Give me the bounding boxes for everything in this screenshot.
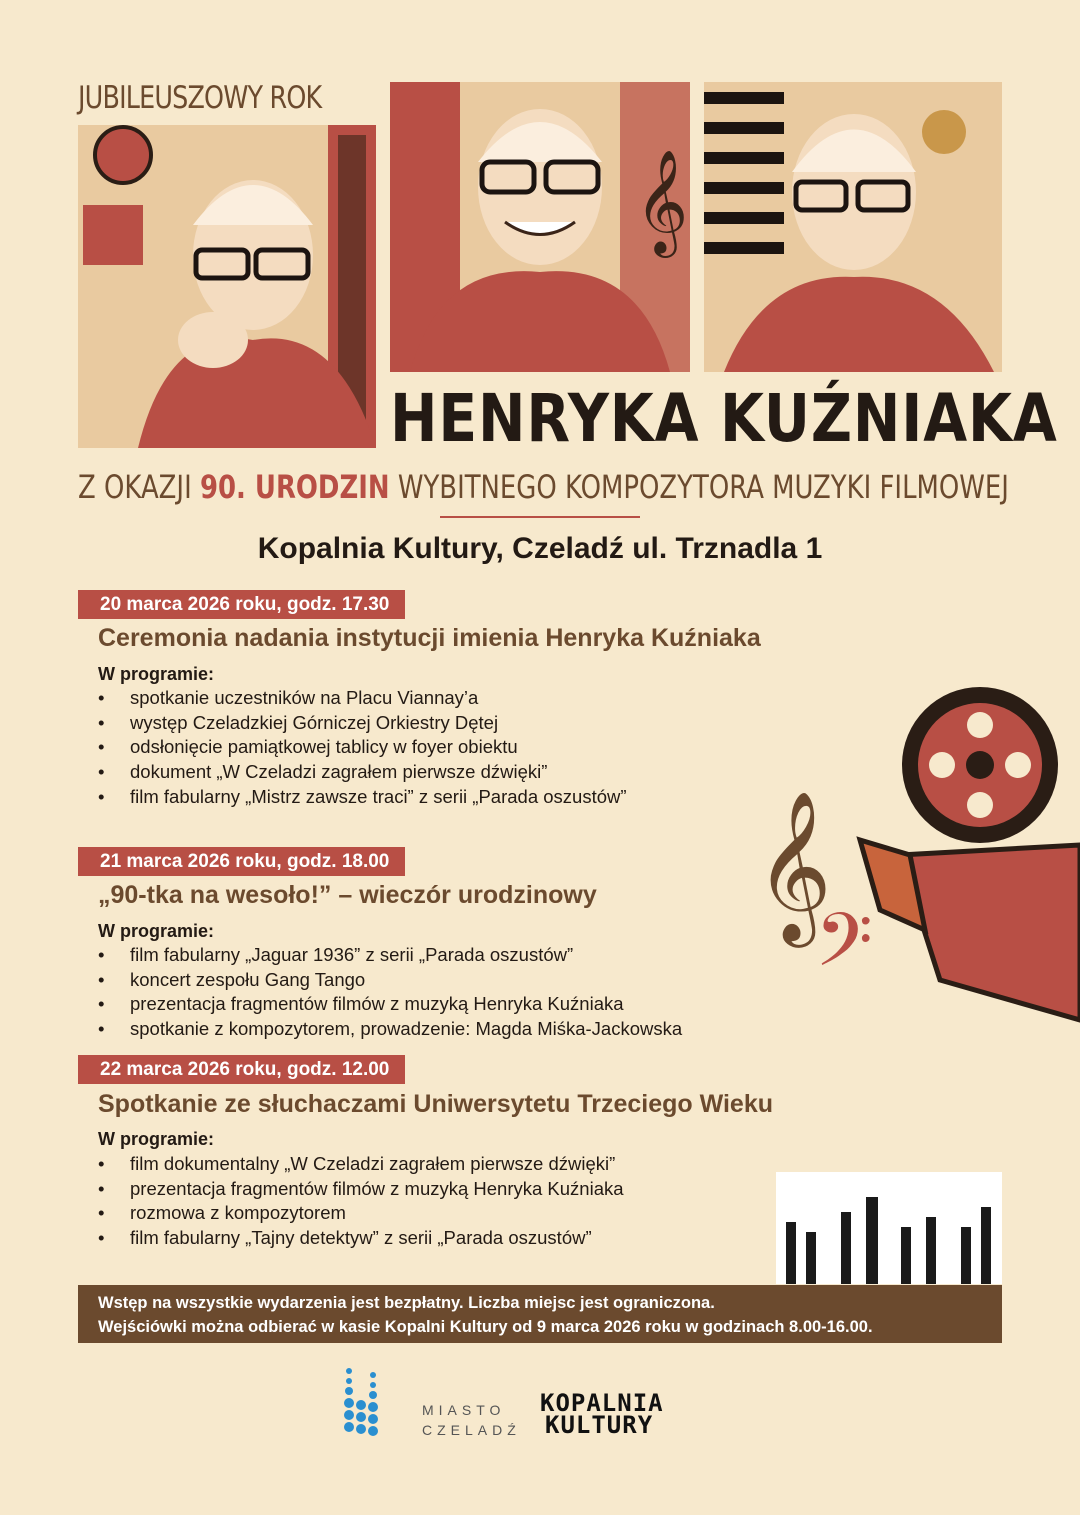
venue-address: Kopalnia Kultury, Czeladź ul. Trznadla 1	[257, 532, 823, 565]
list-item: • film fabularny „Jaguar 1936” z serii „Parada oszustów”	[98, 943, 682, 968]
event-title: Spotkanie ze słuchaczami Uniwersytetu Trzeciego Wieku	[98, 1090, 773, 1118]
piano-keys-icon	[776, 1172, 1002, 1284]
portrait-trumpet	[704, 82, 1002, 372]
treble-clef-icon: 𝄞	[635, 152, 689, 252]
list-item: • spotkanie uczestników na Placu Viannay’a	[98, 686, 627, 711]
list-item: • film fabularny „Tajny detektyw” z serii „Parada oszustów”	[98, 1226, 624, 1251]
treble-clef-icon: 𝄞	[755, 792, 832, 938]
program-label: W programie:	[98, 1129, 215, 1149]
subtitle-highlight: 90. URODZIN	[199, 468, 390, 506]
portrait-smiling	[390, 82, 690, 372]
admission-info	[78, 1285, 1002, 1343]
divider	[440, 516, 640, 518]
admission-line-2: Wejściówki można odbierać w kasie Kopalni Kultury od 9 marca 2026 roku w godzinach 8.00-16.00.	[98, 1318, 873, 1336]
admission-line-1: Wstęp na wszystkie wydarzenia jest bezpłatny. Liczba miejsc jest ograniczona.	[98, 1294, 715, 1312]
bass-clef-icon: 𝄢	[815, 900, 873, 1000]
event-program-list	[98, 686, 627, 809]
composer-name: HENRYKA KUŹNIAKA	[390, 380, 1058, 457]
event-date-badge: 21 marca 2026 roku, godz. 18.00	[78, 847, 405, 876]
miasto-czeladz-logo-icon	[343, 1365, 383, 1440]
subtitle-pre: Z OKAZJI	[78, 468, 200, 506]
list-item: • rozmowa z kompozytorem	[98, 1201, 624, 1226]
event-date-badge: 20 marca 2026 roku, godz. 17.30	[78, 590, 405, 619]
list-item: • prezentacja fragmentów filmów z muzyką Henryka Kuźniaka	[98, 1177, 624, 1202]
logo-text: KULTURY	[545, 1411, 654, 1439]
list-item: • spotkanie z kompozytorem, prowadzenie: Magda Miśka-Jackowska	[98, 1017, 682, 1042]
logo-text: CZELADŹ	[422, 1422, 521, 1438]
program-label: W programie:	[98, 664, 215, 684]
list-item: • koncert zespołu Gang Tango	[98, 968, 682, 993]
event-program-list	[98, 943, 682, 1042]
event-title: Ceremonia nadania instytucji imienia Henryka Kuźniaka	[98, 624, 761, 652]
event-date-badge: 22 marca 2026 roku, godz. 12.00	[78, 1055, 405, 1084]
trumpet-icon	[922, 110, 966, 154]
miasto-czeladz-logo	[422, 1400, 521, 1440]
film-reel-icon	[95, 127, 151, 183]
list-item: • występ Czeladzkiej Górniczej Orkiestry Dętej	[98, 711, 627, 736]
list-item: • film fabularny „Mistrz zawsze traci” z serii „Parada oszustów”	[98, 785, 627, 810]
logo-text: MIASTO	[422, 1402, 506, 1418]
program-label: W programie:	[98, 921, 215, 941]
film-projector-icon	[750, 680, 1080, 1040]
subtitle-post: WYBITNEGO KOMPOZYTORA MUZYKI FILMOWEJ	[389, 468, 1009, 506]
list-item: • odsłonięcie pamiątkowej tablicy w foyer obiektu	[98, 735, 627, 760]
list-item: • dokument „W Czeladzi zagrałem pierwsze dźwięki”	[98, 760, 627, 785]
jubilee-heading: JUBILEUSZOWY ROK	[78, 80, 322, 116]
event-title: „90-tka na wesoło!” – wieczór urodzinowy	[98, 881, 597, 909]
list-item: • prezentacja fragmentów filmów z muzyką Henryka Kuźniaka	[98, 992, 682, 1017]
list-item: • film dokumentalny „W Czeladzi zagrałem pierwsze dźwięki”	[98, 1152, 624, 1177]
kopalnia-kultury-logo	[540, 1389, 664, 1439]
subtitle	[78, 468, 1009, 506]
logo-text: KOPALNIA	[540, 1389, 664, 1417]
portrait-thinking	[78, 125, 376, 448]
event-program-list	[98, 1152, 624, 1251]
